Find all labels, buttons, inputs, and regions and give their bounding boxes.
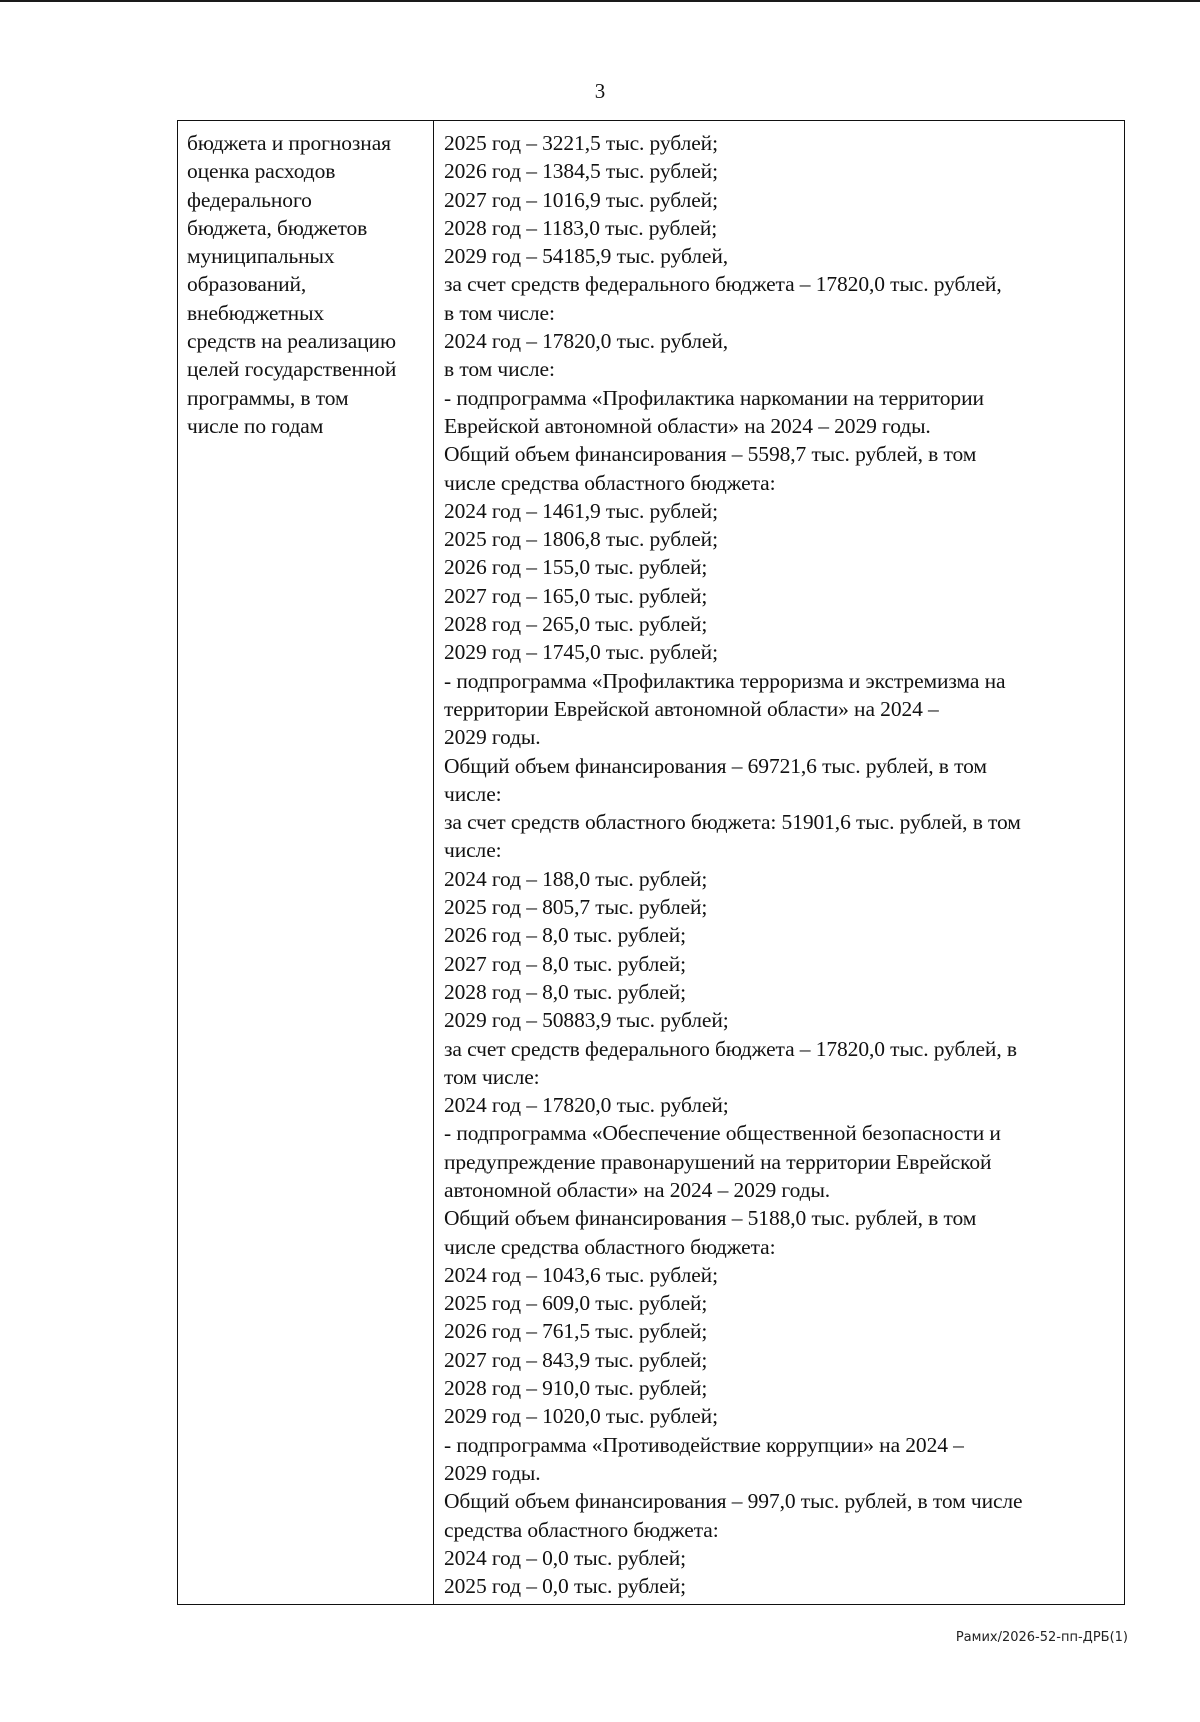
- value-text-line: за счет средств областного бюджета: 51901,6 тыс. рублей, в том: [444, 810, 1021, 835]
- value-text-line: 2026 год – 761,5 тыс. рублей;: [444, 1319, 708, 1344]
- value-text-line: предупреждение правонарушений на территории Еврейской: [444, 1149, 992, 1174]
- value-text-line: 2026 год – 8,0 тыс. рублей;: [444, 923, 686, 948]
- label-text-line: программы, в том: [187, 385, 349, 410]
- value-text-line: 2025 год – 805,7 тыс. рублей;: [444, 895, 708, 920]
- value-text-line: 2029 годы.: [444, 1460, 541, 1485]
- label-text-line: целей государственной: [187, 357, 397, 382]
- table-value-cell: [434, 121, 1124, 1604]
- value-text-line: Общий объем финансирования – 997,0 тыс. рублей, в том числе: [444, 1489, 1023, 1514]
- value-text-line: - подпрограмма «Профилактика наркомании на территории: [444, 385, 984, 410]
- value-text-line: в том числе:: [444, 357, 555, 382]
- value-text-line: 2024 год – 17820,0 тыс. рублей,: [444, 329, 729, 354]
- value-text-line: за счет средств федерального бюджета – 17820,0 тыс. рублей,: [444, 272, 1002, 297]
- table-label-cell: [178, 121, 434, 1604]
- value-text-line: автономной области» на 2024 – 2029 годы.: [444, 1177, 831, 1202]
- top-edge-rule: [0, 0, 1200, 2]
- value-text-line: средства областного бюджета:: [444, 1517, 719, 1542]
- value-text-line: Общий объем финансирования – 5188,0 тыс. рублей, в том: [444, 1206, 977, 1231]
- document-footer-code: Рамих/2026-52-пп-ДРБ(1): [955, 1630, 1128, 1645]
- label-text-line: образований,: [187, 272, 307, 297]
- value-text-line: 2026 год – 155,0 тыс. рублей;: [444, 555, 708, 580]
- value-text-line: числе средства областного бюджета:: [444, 1234, 776, 1259]
- value-text-line: Еврейской автономной области» на 2024 – 2029 годы.: [444, 413, 931, 438]
- label-text-line: федерального: [187, 187, 312, 212]
- value-text-line: 2027 год – 1016,9 тыс. рублей;: [444, 187, 718, 212]
- value-text-line: 2029 год – 1745,0 тыс. рублей;: [444, 640, 718, 665]
- label-text-line: средств на реализацию: [187, 329, 396, 354]
- value-text-line: 2025 год – 609,0 тыс. рублей;: [444, 1291, 708, 1316]
- value-text-line: 2024 год – 17820,0 тыс. рублей;: [444, 1093, 729, 1118]
- label-text-line: муниципальных: [187, 244, 335, 269]
- value-text-line: 2028 год – 910,0 тыс. рублей;: [444, 1376, 708, 1401]
- value-text-line: 2025 год – 3221,5 тыс. рублей;: [444, 131, 718, 155]
- value-text-line: 2026 год – 1384,5 тыс. рублей;: [444, 159, 718, 184]
- value-text-line: 2025 год – 1806,8 тыс. рублей;: [444, 527, 718, 552]
- value-text-line: 2025 год – 0,0 тыс. рублей;: [444, 1574, 686, 1599]
- value-text-line: 2028 год – 265,0 тыс. рублей;: [444, 612, 708, 637]
- label-text-line: внебюджетных: [187, 300, 325, 325]
- value-text-line: Общий объем финансирования – 5598,7 тыс. рублей, в том: [444, 442, 977, 467]
- value-text-line: 2027 год – 843,9 тыс. рублей;: [444, 1347, 708, 1372]
- value-text-line: 2028 год – 8,0 тыс. рублей;: [444, 979, 686, 1004]
- value-text-line: 2027 год – 8,0 тыс. рублей;: [444, 951, 686, 976]
- value-text-line: том числе:: [444, 1064, 540, 1089]
- value-text-line: - подпрограмма «Противодействие коррупции» на 2024 –: [444, 1432, 964, 1457]
- page-number: 3: [594, 79, 606, 103]
- budget-table: [177, 120, 1125, 1605]
- value-text-line: 2024 год – 1461,9 тыс. рублей;: [444, 498, 718, 523]
- value-text-line: 2024 год – 1043,6 тыс. рублей;: [444, 1262, 718, 1287]
- value-text-line: числе:: [444, 781, 502, 806]
- value-text-line: территории Еврейской автономной области» на 2024 –: [444, 696, 939, 721]
- label-text-line: числе по годам: [187, 413, 324, 438]
- label-text-line: бюджета и прогнозная: [187, 131, 391, 155]
- value-text-line: 2029 годы.: [444, 725, 541, 750]
- value-text-line: 2029 год – 54185,9 тыс. рублей,: [444, 244, 729, 269]
- value-text-line: в том числе:: [444, 300, 555, 325]
- value-text-line: 2028 год – 1183,0 тыс. рублей;: [444, 215, 718, 240]
- value-text-line: 2024 год – 0,0 тыс. рублей;: [444, 1545, 686, 1570]
- value-text-line: Общий объем финансирования – 69721,6 тыс. рублей, в том: [444, 753, 987, 778]
- value-text-line: числе средства областного бюджета:: [444, 470, 776, 495]
- value-text-line: 2029 год – 1020,0 тыс. рублей;: [444, 1404, 718, 1429]
- label-text-line: оценка расходов: [187, 159, 336, 184]
- value-text-line: - подпрограмма «Обеспечение общественной безопасности и: [444, 1121, 1001, 1146]
- label-text-line: бюджета, бюджетов: [187, 215, 368, 240]
- value-text-line: - подпрограмма «Профилактика терроризма и экстремизма на: [444, 668, 1006, 693]
- value-text-line: 2024 год – 188,0 тыс. рублей;: [444, 866, 708, 891]
- value-text-line: 2029 год – 50883,9 тыс. рублей;: [444, 1008, 729, 1033]
- value-text-line: числе:: [444, 838, 502, 863]
- value-text-line: 2027 год – 165,0 тыс. рублей;: [444, 583, 708, 608]
- value-text-line: за счет средств федерального бюджета – 17820,0 тыс. рублей, в: [444, 1036, 1017, 1061]
